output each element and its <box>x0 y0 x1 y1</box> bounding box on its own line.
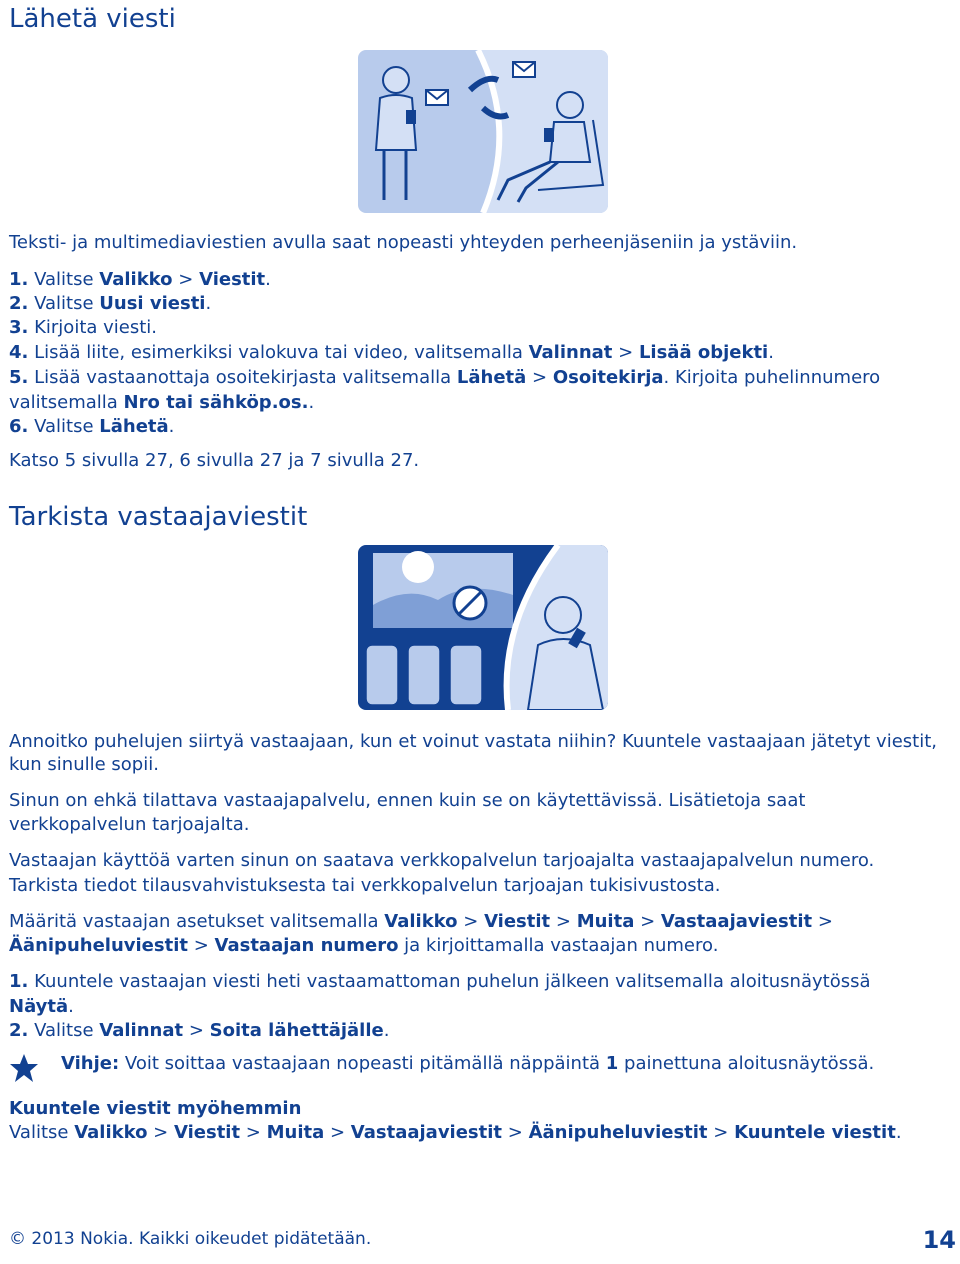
step-4: 4. Lisää liite, esimerkiksi valokuva tai video, valitsemalla Valinnat > Lisää objekti. <box>9 342 774 363</box>
page-title: Lähetä viesti <box>9 4 176 34</box>
step-2: 2. Valitse Uusi viesti. <box>9 293 212 314</box>
paragraph-3-line-2: Tarkista tiedot tilausvahvistuksesta tai verkkopalvelun tarjoajan tukisivustosta. <box>9 875 721 896</box>
paragraph-1-line-1: Annoitko puhelujen siirtyä vastaajaan, kun et voinut vastata niihin? Kuuntele vastaajaan jätetyt viestit, <box>9 731 937 752</box>
settings-path-line-1: Määritä vastaajan asetukset valitsemalla Valikko > Viestit > Muita > Vastaajaviestit > <box>9 911 833 932</box>
settings-path-line-2: Äänipuheluviestit > Vastaajan numero ja kirjoittamalla vastaajan numero. <box>9 935 719 956</box>
listen-later-path: Valitse Valikko > Viestit > Muita > Vastaajaviestit > Äänipuheluviestit > Kuuntele viestit. <box>9 1122 902 1143</box>
listen-later-heading: Kuuntele viestit myöhemmin <box>9 1098 302 1119</box>
star-icon <box>9 1053 39 1083</box>
step-6: 6. Valitse Lähetä. <box>9 416 175 437</box>
tip-text: Vihje: Voit soittaa vastaajaan nopeasti pitämällä näppäintä 1 painettuna aloitusnäytössä. <box>61 1053 875 1074</box>
step-5-cont: valitsemalla Nro tai sähköp.os.. <box>9 392 315 413</box>
see-also-text: Katso 5 sivulla 27, 6 sivulla 27 ja 7 sivulla 27. <box>9 450 420 471</box>
page-number: 14 <box>922 1226 956 1254</box>
messaging-illustration <box>358 50 608 213</box>
listen-step-2: 2. Valitse Valinnat > Soita lähettäjälle. <box>9 1020 390 1041</box>
listen-step-1: 1. Kuuntele vastaajan viesti heti vastaamattoman puhelun jälkeen valitsemalla aloitusnäytössä <box>9 971 871 992</box>
voicemail-illustration <box>358 545 608 710</box>
copyright-text: © 2013 Nokia. Kaikki oikeudet pidätetään. <box>9 1229 372 1249</box>
step-1: 1. Valitse Valikko > Viestit. <box>9 269 271 290</box>
step-5: 5. Lisää vastaanottaja osoitekirjasta valitsemalla Lähetä > Osoitekirja. Kirjoita puhelinnumero <box>9 367 881 388</box>
section-title: Tarkista vastaajaviestit <box>9 502 308 532</box>
paragraph-2-line-2: verkkopalvelun tarjoajalta. <box>9 814 250 835</box>
paragraph-3-line-1: Vastaajan käyttöä varten sinun on saatava verkkopalvelun tarjoajalta vastaajapalvelun numero. <box>9 850 875 871</box>
paragraph-1-line-2: kun sinulle sopii. <box>9 754 159 775</box>
listen-step-1-cont: Näytä. <box>9 996 74 1017</box>
step-3: 3. Kirjoita viesti. <box>9 317 158 338</box>
intro-text: Teksti- ja multimediaviestien avulla saat nopeasti yhteyden perheenjäseniin ja ystäviin. <box>9 232 798 253</box>
paragraph-2-line-1: Sinun on ehkä tilattava vastaajapalvelu, ennen kuin se on käytettävissä. Lisätietoja saat <box>9 790 806 811</box>
